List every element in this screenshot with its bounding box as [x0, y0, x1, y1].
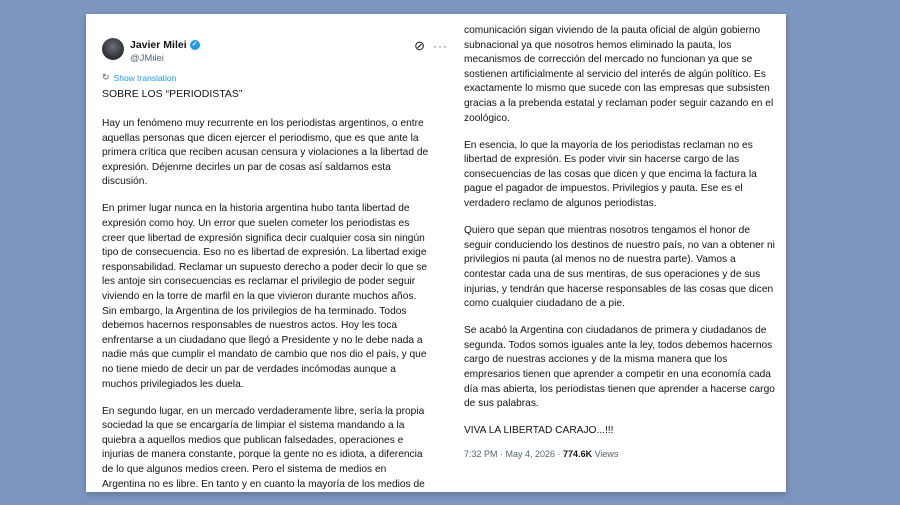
post-paragraph: Quiero que sepan que mientras nosotros tengamos el honor de seguir conduciendo los destinos de nuestro país, no van a obtener ni privilegios ni pauta (al menos no de nuestra parte). Vamos a contestar cada una de sus mentiras, de sus operaciones y de sus injurias, y tendrán que hacerse responsables de las cosas que dicen como cualquier ciudadano de a pie. [464, 225, 775, 310]
show-translation-label: Show translation [113, 72, 177, 83]
post-title: SOBRE LOS “PERIODISTAS” [102, 88, 243, 100]
more-options-icon[interactable]: ··· [433, 39, 448, 53]
author-handle[interactable]: @JMilei [130, 53, 164, 64]
author-name[interactable]: Javier Milei [130, 39, 187, 51]
post-header [102, 14, 448, 72]
post-actions [414, 38, 448, 54]
show-translation-link[interactable] [102, 72, 432, 83]
post-column-left [102, 14, 448, 492]
grok-icon[interactable]: ⊘ [414, 38, 425, 53]
post-paragraph: Se acabó la Argentina con ciudadanos de primera y ciudadanos de segunda. Todos somos iguales ante la ley, todos debemos hacernos cargo de nuestras acciones y de la misma manera que los empresarios tienen que aprender a competir en una economía cada día mas abierta, los periodistas tienen que aprender a hacerse cargo de sus palabras. [464, 325, 775, 410]
post-card [86, 14, 786, 492]
meta-separator: · [555, 449, 564, 460]
post-paragraph: En esencia, lo que la mayoría de los periodistas reclaman no es libertad de expresión. Es poder vivir sin hacerse cargo de las consecuencias de las cosas que dicen y que encima la factura la pague el pagador de impuestos. Privilegios y pauta. Ese es el verdadero reclamo de algunos periodistas. [464, 139, 757, 210]
author-block [130, 39, 200, 64]
post-paragraph: Hay un fenómeno muy recurrente en los periodistas argentinos, o entre aquellas personas que dicen ejercer el periodismo, que es que ante la primera crítica que reciben acusan censura y violaciones a la libertad de expresión. Déjenme decirles un par de cosas así saldamos esta discusión. [102, 118, 429, 188]
translate-icon: ↻ [102, 72, 110, 82]
post-meta [464, 449, 780, 459]
views-label: Views [592, 449, 619, 460]
author-name-row[interactable] [130, 39, 200, 51]
post-timestamp[interactable]: 7:32 PM · May 4, 2026 [464, 449, 556, 460]
post-paragraph: comunicación sigan viviendo de la pauta oficial de algún gobierno subnacional ya que nosotros hemos eliminado la pauta, los mecanismos de corrección del mercado no funcionan ya que se sostienen artificialmente al servicio del interés de algún político. Es exactamente lo mismo que sucede con las empresas que subsisten gracias a la prebenda estatal y reclaman poder seguir cazando en el zoológico. [464, 25, 774, 124]
post-column-right [464, 14, 780, 459]
verified-badge-icon: ✓ [190, 40, 200, 50]
post-paragraph: En primer lugar nunca en la historia argentina hubo tanta libertad de expresión como hoy. Un error que suelen cometer los periodistas es creer que libertad de expresión significa decir cualquier cosa sin ningún tipo de consecuencia. Eso no es libertad de expresión. La libertad exige responsabilidad. Reclamar un supuesto derecho a poder decir lo que se les antoje sin consecuencias es reclamar el privilegio de poder seguir viviendo en la torre de marfil en la que vivieron durante muchos años. Sin embargo, la Argentina de los privilegios de ha terminado. Todos debemos hacernos responsables de nuestros actos. Hoy les toca enfrentarse a un ciudadano que llegó a Presidente y no le debe nada a nadie más que cumplir el mandato de cambio que nos dio el país, y que no tiene miedo de decir un par de verdades incómodas aunque a muchos privilegiados les duela. [102, 203, 428, 390]
views-count: 774.6K [563, 449, 593, 460]
post-closing-line: VIVA LA LIBERTAD CARAJO...!!! [464, 425, 614, 437]
post-paragraph: En segundo lugar, en un mercado verdaderamente libre, sería la propia sociedad la que se encargaría de limpiar el sistema mandando a la quiebra a aquellos medios que publican falsedades, operaciones e injurias de manera constante, porque la gente no es idiota, a diferencia de lo que algunos medios creen. Pero el sistema de medios en Argentina no es libre. En tanto y en cuanto la mayoría de los medios de [102, 405, 425, 490]
avatar[interactable] [102, 38, 124, 60]
